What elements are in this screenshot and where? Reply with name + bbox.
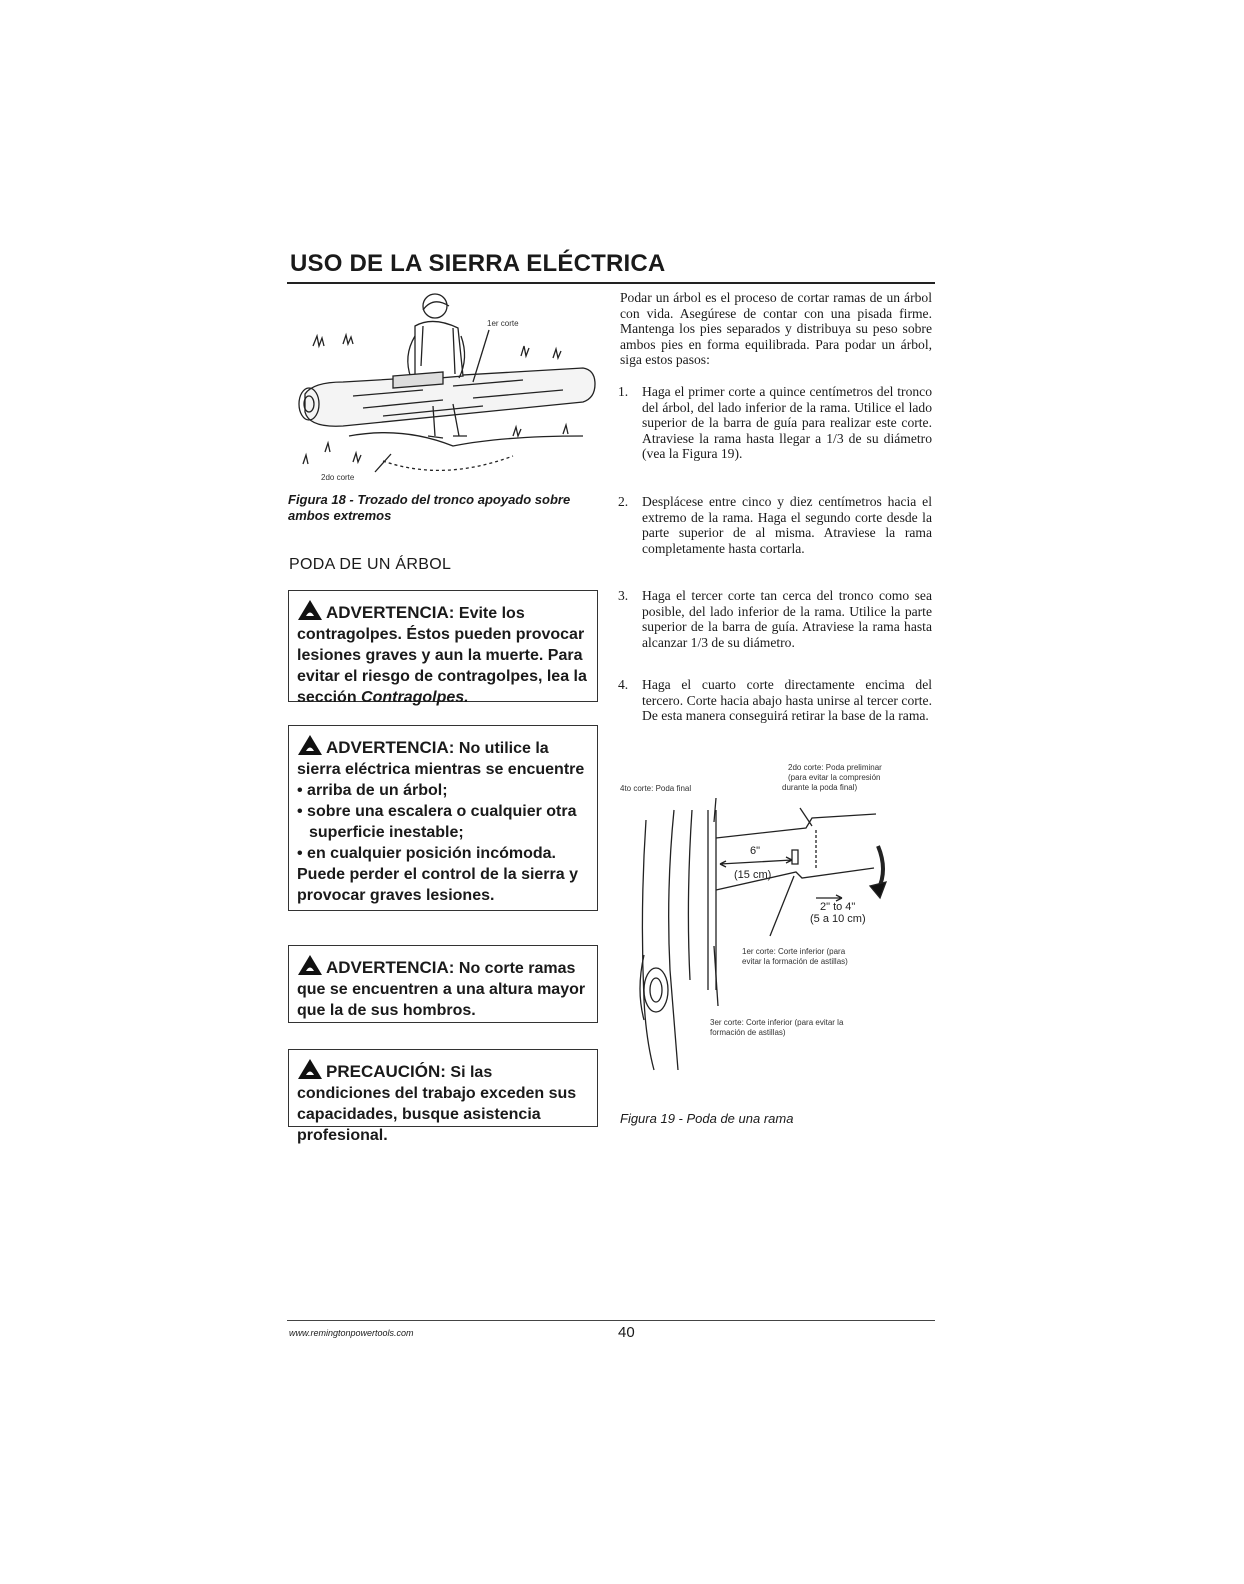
title-rule xyxy=(287,282,935,284)
step-text: Haga el primer corte a quince centímetros del tronco del árbol, del lado inferior de la rama. Utilice el lado superior de la barra de guía para realizar este corte. Atraviese la rama hasta llegar a 1/3 de su diámetro (vea la Figura 19). xyxy=(642,384,932,462)
figure-18-illustration xyxy=(283,286,601,486)
figure-19-dim-5to10cm: (5 a 10 cm) xyxy=(810,913,866,925)
warning-label: ADVERTENCIA: xyxy=(326,603,455,622)
figure-19-2do-label-line1: 2do corte: Poda preliminar xyxy=(788,763,882,772)
step-number: 2. xyxy=(618,494,629,509)
warning-tail: Puede perder el control de la sierra y provocar graves lesiones. xyxy=(297,866,578,904)
warning-text: No corte ramas que se encuentren a una altura mayor que la de sus hombros. xyxy=(297,960,586,1019)
step-text: Haga el cuarto corte directamente encima del tercero. Corte hacia abajo hasta unirse al tercer corte. De esta manera conseguirá retirar la base de la rama. xyxy=(642,677,932,724)
warning-box-shoulder xyxy=(288,945,598,1023)
warning-bullet: • en cualquier posición incómoda. xyxy=(297,845,556,862)
figure-18-first-cut-label: 1er corte xyxy=(487,319,519,328)
figure-19-diagram xyxy=(616,750,936,1080)
warning-bullet: • sobre una escalera o cualquier otra superficie inestable; xyxy=(297,803,577,841)
figure-18-caption: Figura 18 - Trozado del tronco apoyado sobre ambos extremos xyxy=(288,492,571,523)
warning-emphasis: Contragolpes. xyxy=(361,689,469,706)
figure-19-1er-label-line1: 1er corte: Corte inferior (para xyxy=(742,947,846,956)
step-1 xyxy=(618,384,932,462)
step-text: Haga el tercer corte tan cerca del tronco como sea posible, del lado inferior de la rama. Utilice la parte superior de la barra de guía. Atraviese la rama hasta alcanzar 1/3 de su diámetro. xyxy=(642,588,932,650)
section-title: USO DE LA SIERRA ELÉCTRICA xyxy=(290,250,666,277)
figure-19-3er-label-line1: 3er corte: Corte inferior (para evitar la xyxy=(710,1018,844,1027)
warning-text: Evite los contragolpes. Éstos pueden provocar lesiones graves y aun la muerte. Para evitar el riesgo de contragolpes, lea la sección xyxy=(297,605,587,706)
page-number: 40 xyxy=(618,1324,635,1341)
warning-box-tree xyxy=(288,725,598,911)
figure-19-1er-label-line2: evitar la formación de astillas) xyxy=(742,957,848,966)
step-2 xyxy=(618,494,932,556)
warning-triangle-icon xyxy=(297,599,323,621)
pruning-intro: Podar un árbol es el proceso de cortar ramas de un árbol con vida. Asegúrese de contar con una pisada firme. Mantenga los pies separados y distribuya su peso sobre ambos pies en forma equilibrada. Para podar un árbol, siga estos pasos: xyxy=(620,290,932,368)
caution-box-professional xyxy=(288,1049,598,1144)
figure-19-3er-label-line2: formación de astillas) xyxy=(710,1028,786,1037)
step-number: 4. xyxy=(618,677,629,692)
figure-19-dim-2to4: 2" to 4" xyxy=(820,901,856,913)
footer-rule xyxy=(287,1320,935,1321)
figure-19-dim-15cm: (15 cm) xyxy=(734,869,772,881)
step-4 xyxy=(618,677,932,724)
caution-label: PRECAUCIÓN: xyxy=(326,1062,446,1081)
figure-19-dim-6: 6" xyxy=(750,845,761,857)
warning-lead: No utilice la sierra eléctrica mientras se encuentre xyxy=(297,740,585,778)
step-3 xyxy=(618,588,932,650)
step-number: 3. xyxy=(618,588,629,603)
caution-text: Si las condiciones del trabajo exceden sus capacidades, busque asistencia profesional. xyxy=(297,1064,577,1144)
figure-19-2do-label-line3: durante la poda final) xyxy=(782,783,858,792)
warning-triangle-icon xyxy=(297,954,323,976)
poda-heading: PODA DE UN ÁRBOL xyxy=(289,556,452,573)
warning-box-kickback xyxy=(288,590,598,706)
figure-19-caption: Figura 19 - Poda de una rama xyxy=(620,1111,794,1126)
warning-triangle-icon xyxy=(297,1058,323,1080)
step-text: Desplácese entre cinco y diez centímetros hacia el extremo de la rama. Haga el segundo corte desde la parte superior de al misma. Atraviese la rama completamente hasta cortarla. xyxy=(642,494,932,556)
footer-url: www.remingtonpowertools.com xyxy=(289,1328,414,1338)
step-number: 1. xyxy=(618,384,629,399)
warning-label: ADVERTENCIA: xyxy=(326,958,455,977)
figure-18-second-cut-label: 2do corte xyxy=(321,473,355,482)
warning-label: ADVERTENCIA: xyxy=(326,738,455,757)
warning-triangle-icon xyxy=(297,734,323,756)
warning-bullet: • arriba de un árbol; xyxy=(297,782,448,799)
figure-19-2do-label-line2: (para evitar la compresión xyxy=(788,773,881,782)
figure-19-4to-label: 4to corte: Poda final xyxy=(620,784,692,793)
